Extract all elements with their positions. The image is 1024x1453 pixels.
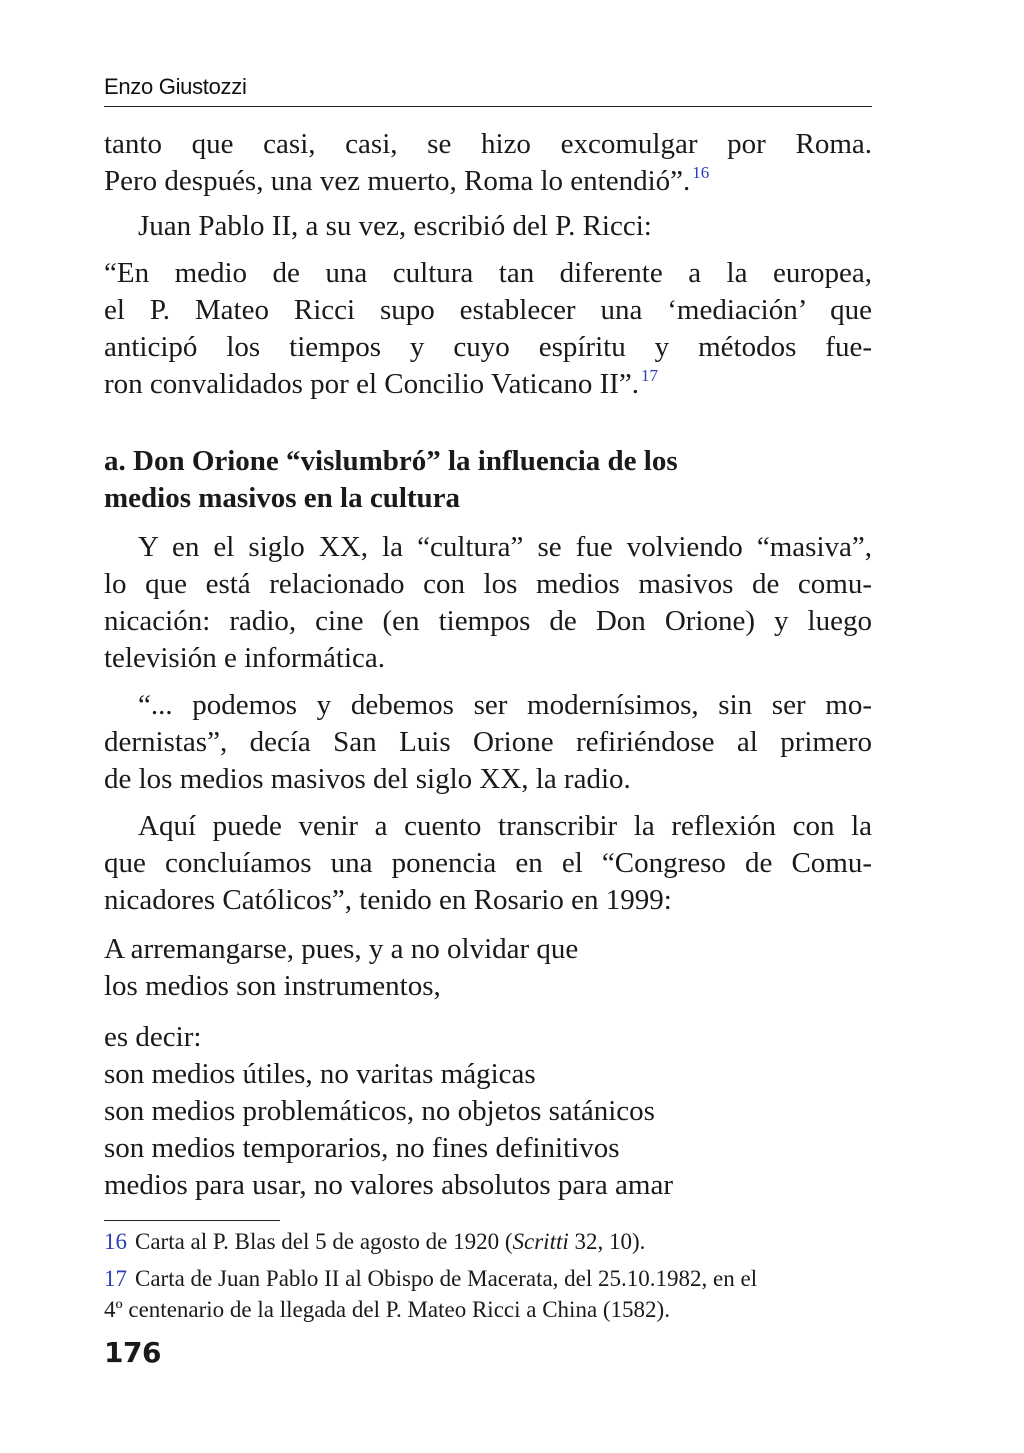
footnote-italic-title: Scritti bbox=[512, 1229, 569, 1254]
footnote-ref-16[interactable]: 16 bbox=[692, 163, 710, 182]
quote-line: el P. Mateo Ricci supo establecer una ‘mediación’ que bbox=[104, 294, 872, 326]
poem-stanza-2 bbox=[104, 1019, 872, 1204]
footnote-rule bbox=[104, 1220, 280, 1221]
footnote-number[interactable]: 17 bbox=[104, 1266, 127, 1291]
footnote-text: Carta de Juan Pablo II al Obispo de Macerata, del 25.10.1982, en el bbox=[135, 1266, 758, 1291]
page-number: 176 bbox=[104, 1336, 161, 1369]
footnote-number[interactable]: 16 bbox=[104, 1229, 127, 1254]
paragraph-juan-pablo bbox=[104, 208, 872, 245]
poem-stanza-1 bbox=[104, 931, 872, 1005]
quote-line-last bbox=[104, 366, 872, 403]
quote-line: anticipó los tiempos y cuyo espíritu y métodos fue- bbox=[104, 331, 872, 363]
quote-line: tanto que casi, casi, se hizo excomulgar por Roma. bbox=[104, 128, 872, 160]
section-heading bbox=[104, 443, 872, 517]
quote-line-text: ron convalidados por el Concilio Vaticano II”. bbox=[104, 368, 640, 400]
running-header-author: Enzo Giustozzi bbox=[104, 74, 247, 99]
quote-line-last bbox=[104, 163, 872, 200]
paragraph-line: dernistas”, decía San Luis Orione refiriéndose al primero bbox=[104, 726, 872, 758]
poem-line: son medios útiles, no varitas mágicas bbox=[104, 1058, 536, 1090]
block-quote-juan-pablo bbox=[104, 255, 872, 403]
paragraph-line: “... podemos y debemos ser modernísimos, sin ser mo- bbox=[138, 689, 872, 721]
heading-line: medios masivos en la cultura bbox=[104, 482, 461, 514]
paragraph-line: que concluíamos una ponencia en el “Congreso de Comu- bbox=[104, 847, 872, 879]
footnote-17 bbox=[104, 1263, 872, 1294]
poem-line: los medios son instrumentos, bbox=[104, 970, 441, 1002]
poem-line: A arremangarse, pues, y a no olvidar que bbox=[104, 933, 579, 965]
poem-line: medios para usar, no valores absolutos para amar bbox=[104, 1169, 673, 1201]
paragraph-congreso bbox=[104, 808, 872, 919]
paragraph-line: de los medios masivos del siglo XX, la radio. bbox=[104, 763, 631, 795]
paragraph-line: Aquí puede venir a cuento transcribir la reflexión con la bbox=[138, 810, 872, 842]
footnote-17-continuation: 4º centenario de la llegada del P. Mateo Ricci a China (1582). bbox=[104, 1297, 670, 1322]
paragraph-siglo-xx bbox=[104, 529, 872, 677]
page-body bbox=[104, 126, 872, 1204]
heading-line: a. Don Orione “vislumbró” la influencia de los bbox=[104, 445, 678, 477]
footnotes bbox=[104, 1226, 872, 1325]
poem-line: son medios temporarios, no fines definitivos bbox=[104, 1132, 620, 1164]
block-quote-ricci bbox=[104, 126, 872, 200]
paragraph-line: televisión e informática. bbox=[104, 642, 386, 674]
paragraph-line: lo que está relacionado con los medios masivos de comu- bbox=[104, 568, 872, 600]
poem-line: es decir: bbox=[104, 1021, 202, 1053]
quote-line: “En medio de una cultura tan diferente a la europea, bbox=[104, 257, 872, 289]
paragraph-line: Y en el siglo XX, la “cultura” se fue volviendo “masiva”, bbox=[138, 531, 872, 563]
paragraph-modernisimos bbox=[104, 687, 872, 798]
footnote-text: 32, 10). bbox=[568, 1229, 646, 1254]
poem-line: son medios problemáticos, no objetos satánicos bbox=[104, 1095, 655, 1127]
paragraph-line: Juan Pablo II, a su vez, escribió del P. Ricci: bbox=[138, 210, 652, 242]
header-rule bbox=[104, 106, 872, 107]
footnote-16 bbox=[104, 1226, 872, 1257]
paragraph-line: nicadores Católicos”, tenido en Rosario en 1999: bbox=[104, 884, 672, 916]
footnote-ref-17[interactable]: 17 bbox=[641, 366, 659, 385]
paragraph-line: nicación: radio, cine (en tiempos de Don Orione) y luego bbox=[104, 605, 872, 637]
quote-line-text: Pero después, una vez muerto, Roma lo entendió”. bbox=[104, 165, 691, 197]
footnote-text: Carta al P. Blas del 5 de agosto de 1920 ( bbox=[135, 1229, 513, 1254]
